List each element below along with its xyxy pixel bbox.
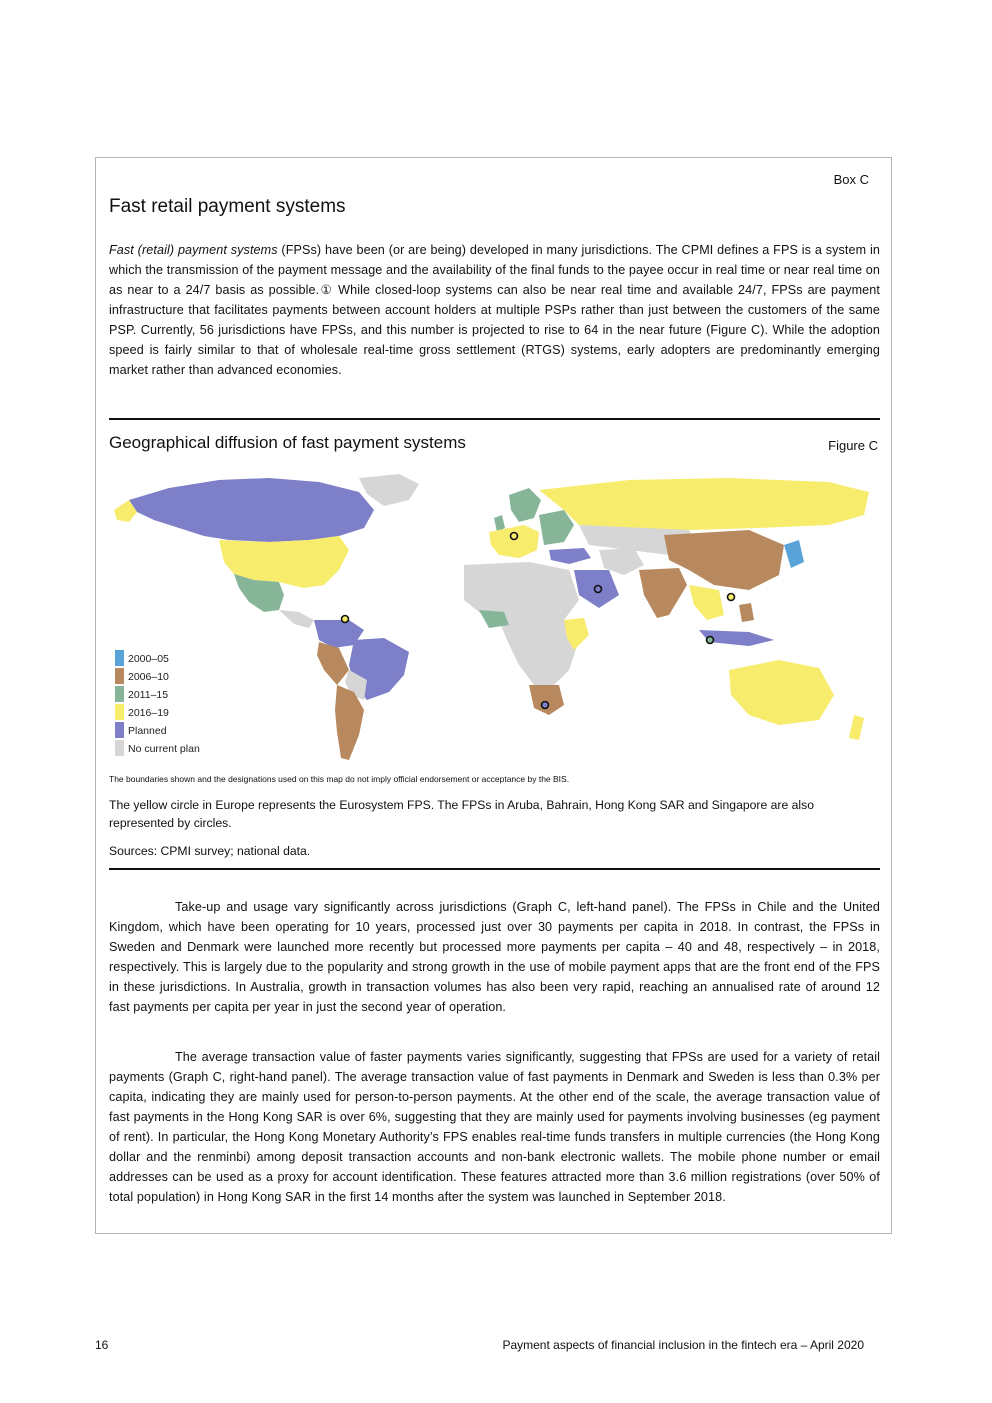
circle-singapore [707, 637, 714, 644]
footer-title: Payment aspects of financial inclusion in the fintech era – April 2020 [502, 1338, 864, 1352]
legend-label-no-plan: No current plan [128, 743, 200, 755]
circle-south-africa [542, 702, 549, 709]
legend-label-2006-10: 2006–10 [128, 671, 169, 683]
map-russia [539, 478, 869, 530]
legend-swatch-no-plan [115, 740, 124, 756]
legend-swatch-planned [115, 722, 124, 738]
legend-label-2011-15: 2011–15 [128, 689, 169, 701]
figure-sources: Sources: CPMI survey; national data. [109, 844, 311, 858]
figure-title: Geographical diffusion of fast payment systems [109, 433, 466, 452]
box-c [95, 157, 892, 1234]
legend-label-2000-05: 2000–05 [128, 653, 169, 665]
body-paragraph-1: Take-up and usage vary significantly across jurisdictions (Graph C, left-hand panel). The FPSs in Chile and the United Kingdom, which have been operating for 10 years, processed just over 30 payments per capita in 2018. In contrast, the FPSs in Sweden and Denmark were launched more recently but processed more payments per capita – 40 and 48, respectively – in 2018, respectively. This is largely due to the popularity and strong growth in the use of mobile payment apps that are the front end of the FPS in these jurisdictions. In Australia, growth in transaction volumes has also been very rapid, reaching an annualised rate of around 12 fast payments per capita per year in just the second year of operation. [109, 900, 880, 1014]
legend-label-planned: Planned [128, 725, 167, 737]
page-number: 16 [95, 1338, 109, 1352]
circle-aruba [342, 616, 349, 623]
legend-swatch-2011-15 [115, 686, 124, 702]
figure-note: The yellow circle in Europe represents the Eurosystem FPS. The FPSs in Aruba, Bahrain, Hong Kong SAR and Singapore are also represented by circles. [109, 798, 814, 830]
box-title: Fast retail payment systems [109, 196, 346, 217]
figure-label: Figure C [828, 438, 878, 453]
circle-hong-kong [728, 594, 735, 601]
legend-swatch-2006-10 [115, 668, 124, 684]
map-disclaimer: The boundaries shown and the designations used on this map do not imply official endorsement or acceptance by the BIS. [109, 774, 570, 784]
intro-italic: Fast (retail) payment systems [109, 243, 278, 257]
world-map [109, 470, 880, 766]
circle-bahrain [595, 586, 602, 593]
circle-eurosystem [511, 533, 518, 540]
body-paragraph-2: The average transaction value of faster payments varies significantly, suggesting that FPSs are used for a variety of retail payments (Graph C, right-hand panel). The average transaction value of fast payments in Denmark and Sweden is less than 0.3% per capita, indicating they are mainly used for person-to-person payments. At the other end of the scale, the average transaction value of fast payments in the Hong Kong SAR is over 6%, suggesting that they are mainly used for payments involving businesses (eg payment of rent). In particular, the Hong Kong Monetary Authority’s FPS enables real-time funds transfers in multiple currencies (the Hong Kong dollar and the renminbi) among deposit transaction accounts and non-bank electronic wallets. The mobile phone number or email addresses can be used as a proxy for account identification. These features attracted more than 3.6 million registrations (over 50% of total population) in Hong Kong SAR in the first 14 months after the system was launched in September 2018. [109, 1050, 880, 1204]
legend-swatch-2000-05 [115, 650, 124, 666]
box-label: Box C [833, 172, 869, 187]
intro-text: (FPSs) have been (or are being) developed in many jurisdictions. The CPMI defines a FPS is a system in which the transmission of the payment message and the availability of the final funds to the payee occur in real time or near real time on as near to a 24/7 basis as possible.① While closed-loop systems can also be near real time and available 24/7, FPSs are payment infrastructure that facilitates payments between account holders at multiple PSPs rather than just between the customers of the same PSP. Currently, 56 jurisdictions have FPSs, and this number is projected to rise to 64 in the near future (Figure C). While the adoption speed is fairly similar to that of wholesale real-time gross settlement (RTGS) systems, early adopters are predominantly emerging market rather than advanced economies. [109, 243, 881, 377]
figure-bottom-rule [109, 868, 880, 870]
legend-swatch-2016-19 [115, 704, 124, 720]
legend-label-2016-19: 2016–19 [128, 707, 169, 719]
figure-top-rule [109, 418, 880, 420]
intro-paragraph [109, 240, 880, 380]
